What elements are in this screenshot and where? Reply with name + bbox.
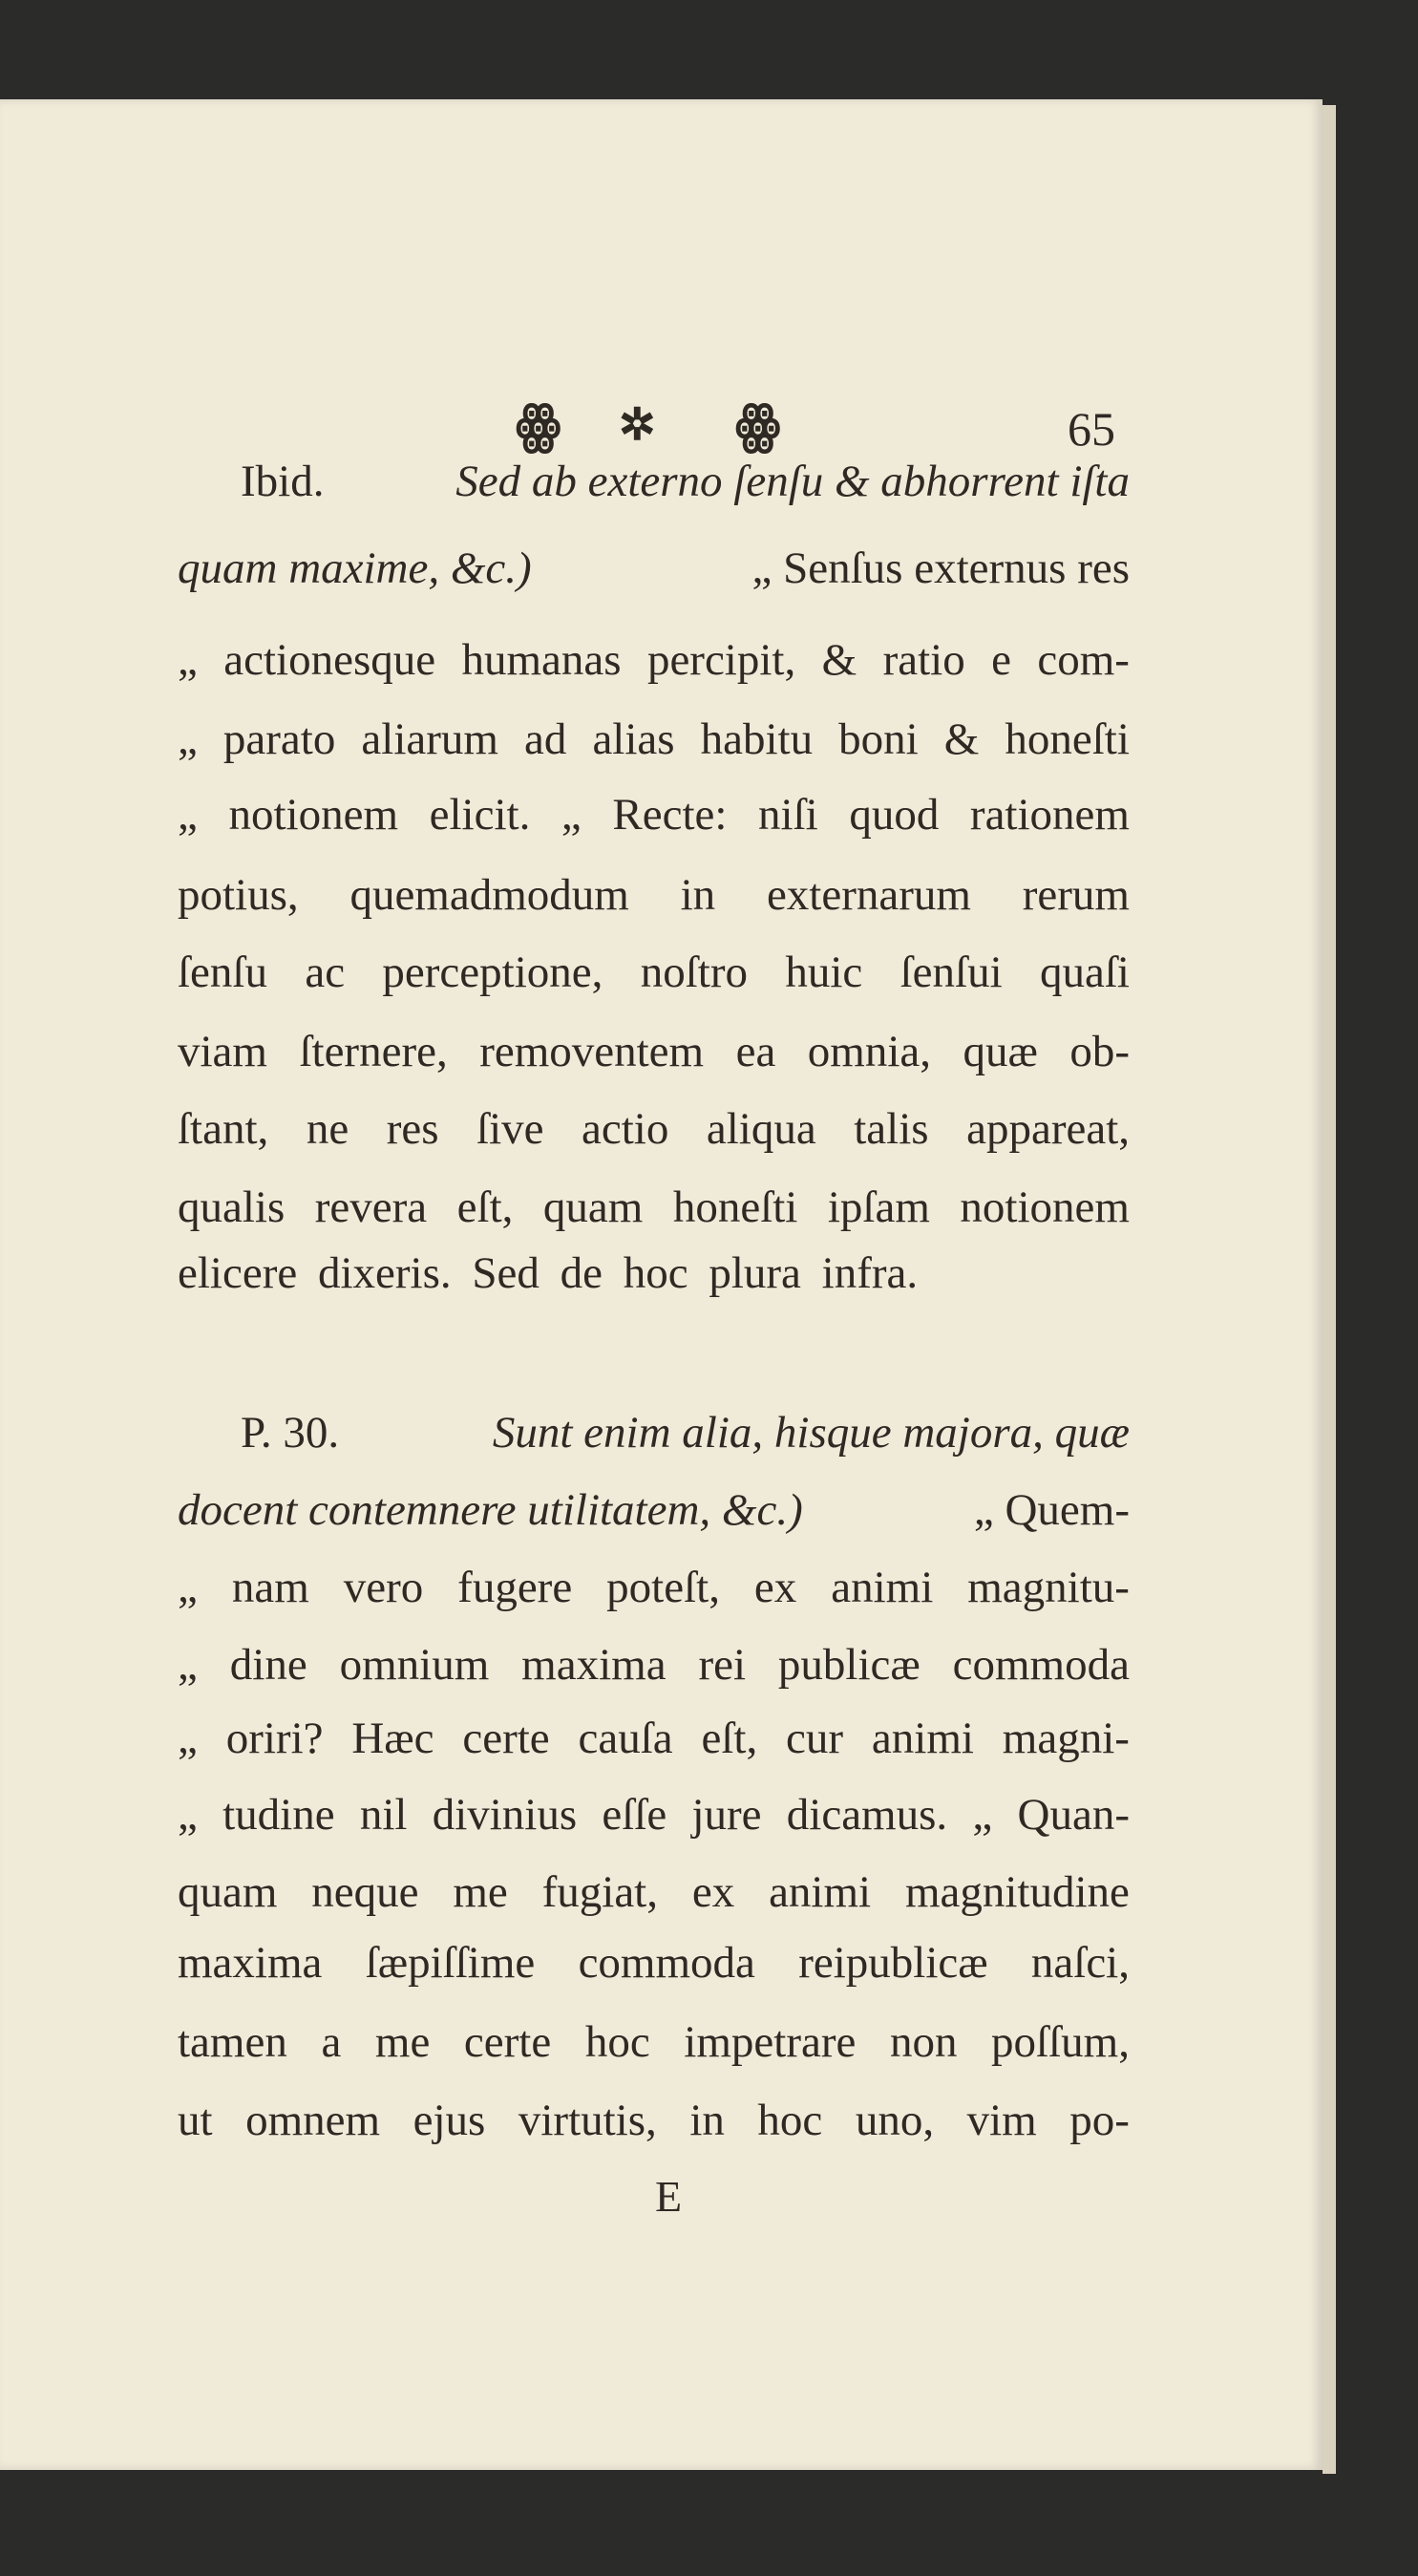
word: viam bbox=[178, 1027, 267, 1076]
word: ne bbox=[306, 1104, 349, 1154]
quoted-italic: docent contemnere utilitatem, &c.) bbox=[178, 1485, 803, 1535]
word: ſæpiſſime bbox=[365, 1938, 536, 1988]
word: „ bbox=[178, 1640, 198, 1690]
word: ſtant, bbox=[178, 1104, 269, 1154]
word: ad bbox=[524, 714, 567, 764]
word: eſt, bbox=[701, 1714, 758, 1763]
word: divinius bbox=[432, 1790, 578, 1840]
word: maxima bbox=[521, 1640, 667, 1690]
word: vero bbox=[343, 1563, 424, 1612]
reference-label: Ibid. bbox=[241, 457, 325, 506]
word: „ bbox=[561, 790, 582, 840]
word: tudine bbox=[222, 1790, 335, 1840]
word: impetrare bbox=[684, 2017, 857, 2067]
word: „ bbox=[178, 714, 198, 764]
text-line bbox=[178, 2092, 1130, 2149]
word: vim bbox=[966, 2096, 1037, 2145]
word: humanas bbox=[461, 635, 622, 685]
running-header bbox=[0, 387, 1323, 463]
word: res bbox=[386, 1104, 439, 1154]
quoted-italic: quam maxime, &c.) bbox=[178, 543, 532, 593]
word: Quan- bbox=[1017, 1790, 1130, 1840]
word: qualis bbox=[178, 1182, 286, 1232]
word: „ bbox=[178, 635, 198, 685]
text-line: elicere dixeris. Sed de hoc plura infra. bbox=[178, 1248, 919, 1298]
text-line bbox=[178, 631, 1130, 689]
quoted-italic: Sunt enim alia, hisque majora, quæ bbox=[492, 1408, 1130, 1458]
word: magni- bbox=[1002, 1714, 1130, 1763]
word: virtutis, bbox=[518, 2096, 657, 2145]
word: e bbox=[991, 635, 1011, 685]
word: perceptione, bbox=[382, 947, 603, 997]
word: appareat, bbox=[966, 1104, 1130, 1154]
word: ratio bbox=[882, 635, 965, 685]
word: ſive bbox=[476, 1104, 544, 1154]
text-line bbox=[178, 540, 1130, 597]
word: aliarum bbox=[361, 714, 498, 764]
word: „ bbox=[178, 1563, 198, 1612]
word: magnitu- bbox=[967, 1563, 1130, 1612]
word: animi bbox=[871, 1714, 974, 1763]
word: po- bbox=[1069, 2096, 1130, 2145]
quoted-italic: Sed ab externo ſenſu & abhorrent iſta bbox=[455, 457, 1130, 506]
word: animi bbox=[769, 1867, 872, 1917]
word: huic bbox=[785, 947, 863, 997]
word: Recte: bbox=[612, 790, 728, 840]
word: quaſi bbox=[1040, 947, 1130, 997]
text-line bbox=[178, 786, 1130, 843]
word: cauſa bbox=[578, 1714, 673, 1763]
word: parato bbox=[222, 714, 336, 764]
text-line bbox=[178, 1786, 1130, 1843]
word: actio bbox=[582, 1104, 669, 1154]
word: hoc bbox=[584, 2017, 650, 2067]
word: magnitudine bbox=[904, 1867, 1130, 1917]
word: ſenſu bbox=[178, 947, 267, 997]
word: omnium bbox=[339, 1640, 490, 1690]
word: eſt, bbox=[456, 1182, 514, 1232]
word: non bbox=[889, 2017, 958, 2067]
text-line bbox=[178, 711, 1130, 768]
word: ipſam bbox=[827, 1182, 930, 1232]
word: ex bbox=[753, 1563, 797, 1612]
word: potius, bbox=[178, 870, 299, 920]
word: jure bbox=[691, 1790, 762, 1840]
word: habitu bbox=[700, 714, 814, 764]
word: niſi bbox=[758, 790, 818, 840]
word: rationem bbox=[969, 790, 1130, 840]
word: publicæ bbox=[777, 1640, 921, 1690]
text-line bbox=[178, 1636, 1130, 1693]
text-line bbox=[178, 1934, 1130, 1991]
word: ſenſui bbox=[899, 947, 1003, 997]
word: & bbox=[943, 714, 980, 764]
word: boni bbox=[838, 714, 919, 764]
word: rerum bbox=[1022, 870, 1130, 920]
word: rei bbox=[698, 1640, 747, 1690]
word: in bbox=[680, 870, 716, 920]
word: me bbox=[453, 1867, 508, 1917]
word: quam bbox=[178, 1867, 278, 1917]
text-line bbox=[178, 1710, 1130, 1767]
word: ejus bbox=[413, 2096, 486, 2145]
text-line bbox=[241, 1404, 1130, 1461]
reference-label: P. 30. bbox=[241, 1408, 340, 1458]
word: honeſti bbox=[1005, 714, 1130, 764]
word: „ bbox=[178, 790, 198, 840]
ornament-right-icon: ꙮ bbox=[735, 396, 781, 454]
word: ex bbox=[691, 1867, 735, 1917]
word: naſci, bbox=[1030, 1938, 1130, 1988]
signature-mark: E bbox=[655, 2172, 683, 2221]
text-segment: „ Quem- bbox=[973, 1485, 1130, 1535]
word: ſternere, bbox=[299, 1027, 448, 1076]
word: quod bbox=[849, 790, 940, 840]
word: poteſt, bbox=[606, 1563, 720, 1612]
word: honeſti bbox=[672, 1182, 798, 1232]
word: revera bbox=[314, 1182, 428, 1232]
word: noſtro bbox=[640, 947, 748, 997]
word: tamen bbox=[178, 2017, 287, 2067]
word: removentem bbox=[479, 1027, 705, 1076]
text-line bbox=[178, 1863, 1130, 1921]
word: in bbox=[689, 2096, 725, 2145]
word: „ bbox=[178, 1714, 198, 1763]
word: commoda bbox=[952, 1640, 1130, 1690]
word: quemadmodum bbox=[349, 870, 629, 920]
word: externarum bbox=[766, 870, 971, 920]
word: maxima bbox=[178, 1938, 323, 1988]
word: ut bbox=[178, 2096, 213, 2145]
ornament-left-icon: ꙮ bbox=[516, 396, 561, 454]
word: certe bbox=[463, 2017, 552, 2067]
word: neque bbox=[311, 1867, 419, 1917]
word: notionem bbox=[228, 790, 399, 840]
page-edge bbox=[1323, 105, 1336, 2474]
star-ornament-icon: ✲ bbox=[619, 400, 656, 449]
word: „ bbox=[972, 1790, 993, 1840]
word: percipit, bbox=[646, 635, 796, 685]
word: quæ bbox=[963, 1027, 1038, 1076]
text-line bbox=[178, 1481, 1130, 1539]
word: oriri? bbox=[225, 1714, 324, 1763]
text-line bbox=[178, 866, 1130, 924]
word: a bbox=[321, 2017, 342, 2067]
text-line bbox=[178, 1179, 1130, 1236]
word: Hæc bbox=[351, 1714, 434, 1763]
text-line bbox=[241, 453, 1130, 510]
word: actionesque bbox=[223, 635, 436, 685]
word: me bbox=[374, 2017, 431, 2067]
word: nil bbox=[359, 1790, 408, 1840]
text-line bbox=[178, 1100, 1130, 1158]
word: fugiat, bbox=[541, 1867, 658, 1917]
word: aliqua bbox=[706, 1104, 816, 1154]
word: nam bbox=[231, 1563, 309, 1612]
word: talis bbox=[854, 1104, 929, 1154]
text-segment: „ Senſus externus res bbox=[751, 543, 1130, 593]
word: eſſe bbox=[602, 1790, 667, 1840]
word: com- bbox=[1037, 635, 1130, 685]
word: dicamus. bbox=[786, 1790, 948, 1840]
word: reipublicæ bbox=[798, 1938, 988, 1988]
text-line bbox=[178, 2013, 1130, 2071]
word: elicit. bbox=[429, 790, 531, 840]
word: quam bbox=[542, 1182, 644, 1232]
word: poſſum, bbox=[991, 2017, 1130, 2067]
word: alias bbox=[592, 714, 675, 764]
word: ac bbox=[305, 947, 346, 997]
word: certe bbox=[462, 1714, 550, 1763]
word: „ bbox=[178, 1790, 198, 1840]
page-number: 65 bbox=[1068, 402, 1115, 456]
word: omnem bbox=[245, 2096, 381, 2145]
word: dine bbox=[229, 1640, 307, 1690]
word: hoc bbox=[757, 2096, 823, 2145]
word: commoda bbox=[578, 1938, 755, 1988]
word: ob- bbox=[1069, 1027, 1130, 1076]
word: ea bbox=[735, 1027, 776, 1076]
word: fugere bbox=[457, 1563, 573, 1612]
word: uno, bbox=[855, 2096, 935, 2145]
word: omnia, bbox=[807, 1027, 932, 1076]
word: cur bbox=[786, 1714, 844, 1763]
word: notionem bbox=[960, 1182, 1130, 1232]
text-line bbox=[178, 1559, 1130, 1616]
word: animi bbox=[831, 1563, 934, 1612]
word: & bbox=[821, 635, 857, 685]
text-line bbox=[178, 944, 1130, 1001]
text-line bbox=[178, 1023, 1130, 1080]
